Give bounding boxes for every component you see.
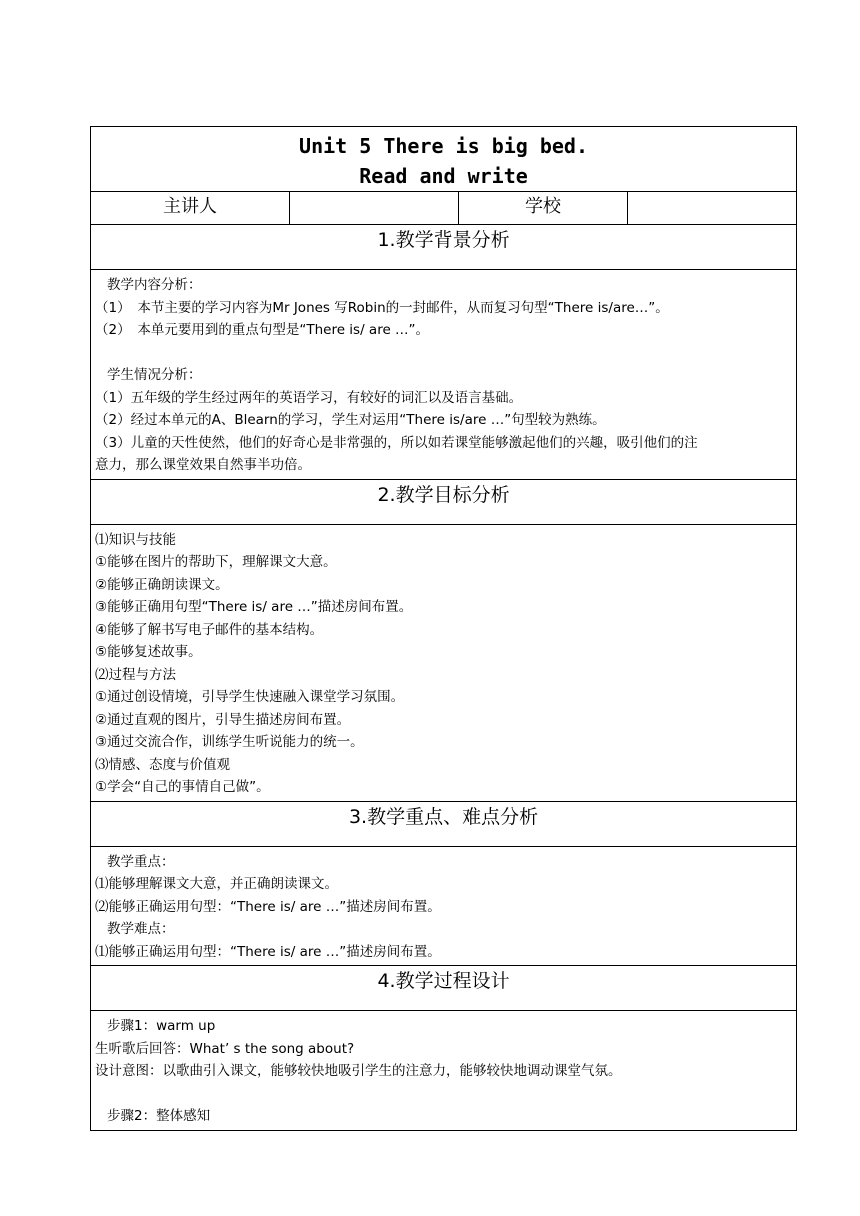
text-line: ②能够正确朗读课文。 xyxy=(95,576,229,593)
text-line: 学生情况分析： xyxy=(107,367,202,383)
text-line: 教学重点： xyxy=(107,853,175,870)
text-line: ⑴能够正确运用句型：“There is/ are …”描述房间布置。 xyxy=(95,943,441,960)
text-line: ②通过直观的图片，引导生描述房间布置。 xyxy=(95,711,351,728)
text-line: （1） 本节主要的学习内容为Mr Jones 写Robin的一封邮件，从而复习句型“There is/are…”。 xyxy=(95,299,669,316)
lesson-plan-table xyxy=(90,126,797,1131)
section-body-process xyxy=(91,1011,797,1131)
blank-line xyxy=(95,342,792,365)
info-row xyxy=(91,192,797,225)
text-line: ⑴知识与技能 xyxy=(95,531,176,548)
text-line: ⑶情感、态度与价值观 xyxy=(95,756,230,773)
text-line: ⑵过程与方法 xyxy=(95,666,176,683)
section-heading-objectives: 2.教学目标分析 xyxy=(91,479,797,524)
text-line: ⑵能够正确运用句型：“There is/ are …”描述房间布置。 xyxy=(95,898,441,915)
presenter-label: 主讲人 xyxy=(91,192,290,225)
lesson-subtitle: Read and write xyxy=(359,164,528,188)
text-line: ①能够在图片的帮助下，理解课文大意。 xyxy=(95,554,337,570)
text-line: ①学会“自己的事情自己做”。 xyxy=(95,779,270,795)
section-heading-process: 4.教学过程设计 xyxy=(91,966,797,1011)
section-body-key-points xyxy=(91,846,797,966)
text-line: ⑤能够复述故事。 xyxy=(95,644,202,660)
text-line: （3）儿童的天性使然，他们的好奇心是非常强的，所以如若课堂能够激起他们的兴趣，吸引他们的注 xyxy=(95,434,698,451)
section-heading-background: 1.教学背景分析 xyxy=(91,225,797,270)
text-line: 步骤1：warm up xyxy=(107,1018,216,1034)
text-line: ③能够正确用句型“There is/ are …”描述房间布置。 xyxy=(95,599,413,615)
section-body-background xyxy=(91,270,797,480)
text-line: （1）五年级的学生经过两年的英语学习，有较好的词汇以及语言基础。 xyxy=(95,389,523,406)
presenter-value xyxy=(290,192,459,225)
text-line: ③通过交流合作，训练学生听说能力的统一。 xyxy=(95,734,364,750)
blank-line xyxy=(95,1083,792,1106)
text-line: 设计意图：以歌曲引入课文，能够较快地吸引学生的注意力，能够较快地调动课堂气氛。 xyxy=(95,1063,622,1079)
section-body-objectives xyxy=(91,524,797,801)
text-line: ①通过创设情境，引导学生快速融入课堂学习氛围。 xyxy=(95,689,405,705)
text-line: 步骤2：整体感知 xyxy=(107,1108,211,1124)
unit-title: Unit 5 There is big bed. xyxy=(299,134,589,158)
text-line: 生听歌后回答：What’ s the song about? xyxy=(95,1040,355,1057)
school-value xyxy=(628,192,797,225)
title-cell xyxy=(91,127,797,192)
text-line: 意力，那么课堂效果自然事半功倍。 xyxy=(95,457,311,473)
text-line: 教学内容分析： xyxy=(107,277,202,293)
text-line: （2）经过本单元的A、Blearn的学习，学生对运用“There is/are …”句型较为熟练。 xyxy=(95,412,606,428)
school-label: 学校 xyxy=(459,192,628,225)
section-heading-key-points: 3.教学重点、难点分析 xyxy=(91,801,797,846)
text-line: ⑴能够理解课文大意，并正确朗读课文。 xyxy=(95,876,338,892)
text-line: 教学难点： xyxy=(107,921,175,937)
text-line: ④能够了解书写电子邮件的基本结构。 xyxy=(95,621,324,638)
text-line: （2） 本单元要用到的重点句型是“There is/ are …”。 xyxy=(95,322,430,338)
